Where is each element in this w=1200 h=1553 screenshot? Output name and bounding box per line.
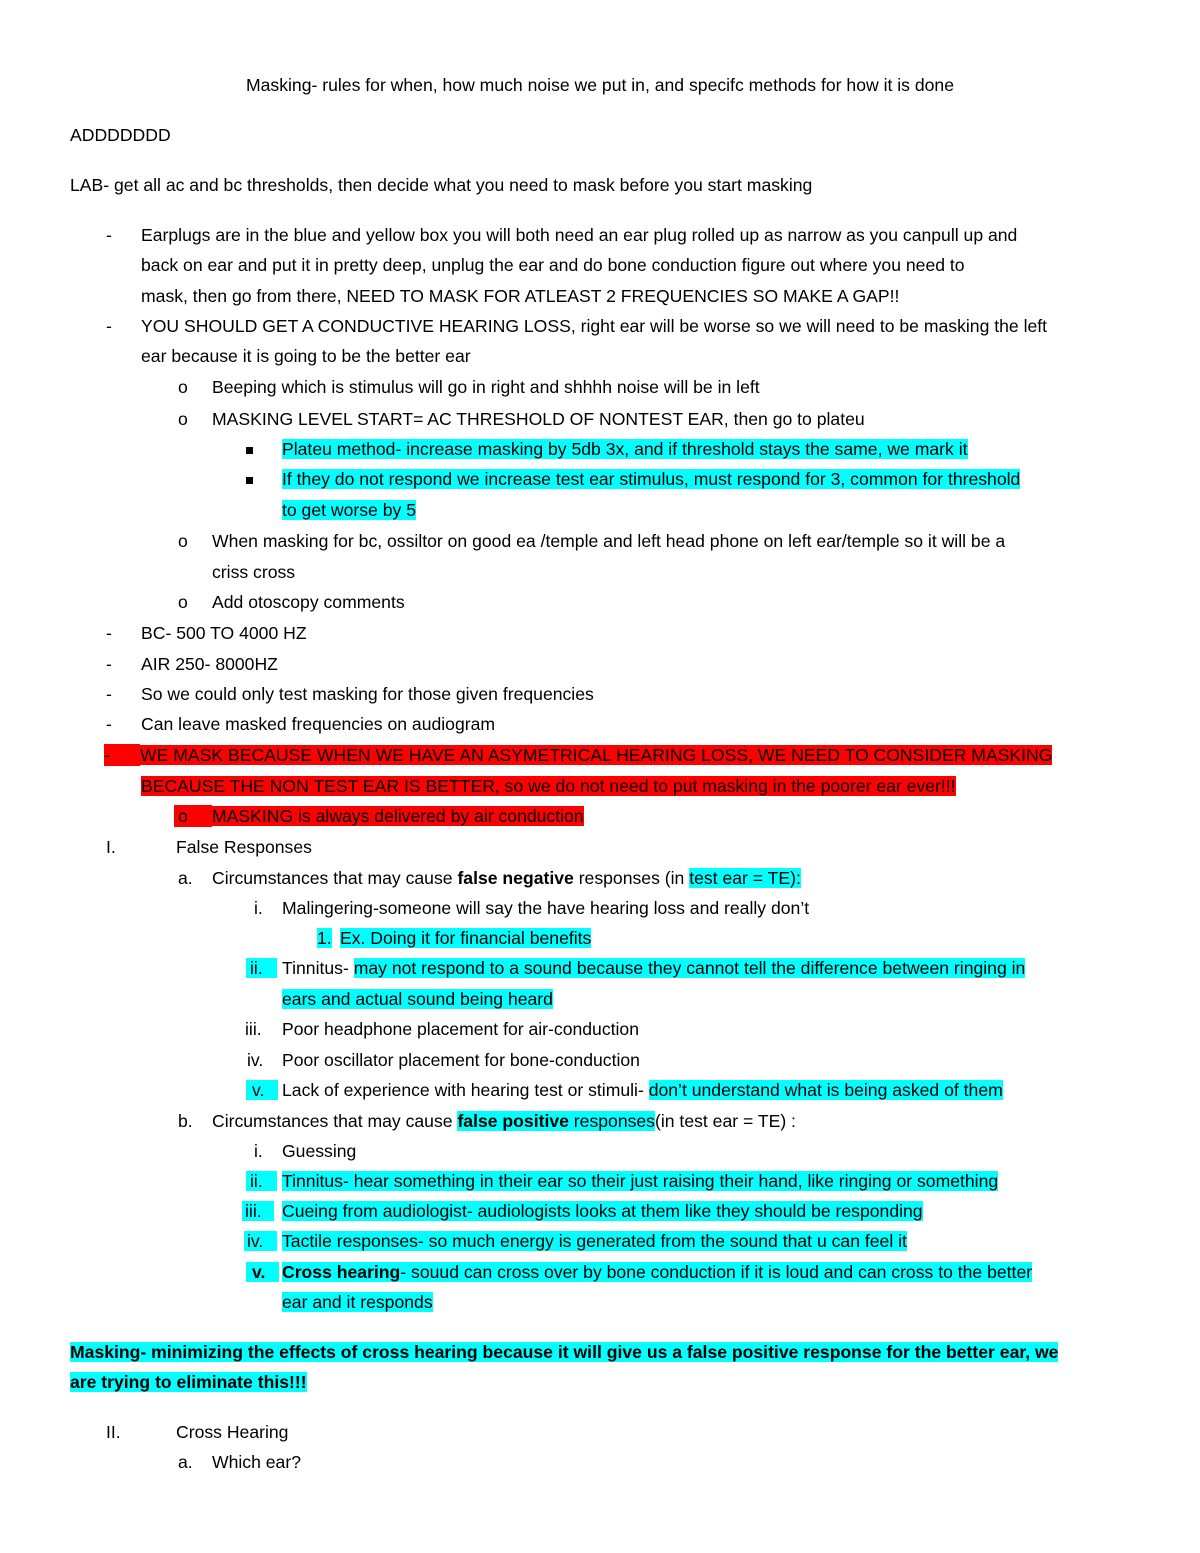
lack-highlight: don’t understand what is being asked of them <box>648 1080 1003 1100</box>
no-respond-text-2: to get worse by 5 <box>282 500 416 520</box>
roman-marker-v: v. <box>246 1079 278 1101</box>
dash-marker: - <box>106 316 112 336</box>
masking-definition-line-1 <box>70 1341 1058 1363</box>
circle-marker: o <box>174 805 212 827</box>
circle-marker: o <box>178 377 188 397</box>
headphone-line: Poor headphone placement for air-conduction <box>282 1019 639 1039</box>
dash-marker: - <box>106 225 112 245</box>
we-mask-text-1: WE MASK BECAUSE WHEN WE HAVE AN ASYMETRICAL HEARING LOSS, WE NEED TO CONSIDER MASKING <box>140 745 1053 765</box>
lab-line: LAB- get all ac and bc thresholds, then decide what you need to mask before you start masking <box>70 175 813 195</box>
tinnitus-line-2 <box>282 988 553 1010</box>
bc-range-line: BC- 500 TO 4000 HZ <box>141 623 307 643</box>
fn-pre: Circumstances that may cause <box>212 868 458 888</box>
circle-marker: o <box>178 592 188 612</box>
dash-marker: - <box>106 684 112 704</box>
dash-marker: - <box>106 623 112 643</box>
masking-definition-line-2 <box>70 1371 307 1393</box>
conductive-line-2: ear because it is going to be the better ear <box>141 346 471 366</box>
leave-masked-line: Can leave masked frequencies on audiogram <box>141 714 496 734</box>
air-conduction-line <box>212 805 584 827</box>
tactile-line <box>282 1230 907 1252</box>
dash-marker: - <box>106 654 112 674</box>
circle-marker: o <box>178 531 188 551</box>
roman-marker-i: i. <box>254 898 263 918</box>
fn-bold: false negative <box>457 868 574 888</box>
masking-def-text-1: Masking- minimizing the effects of cross hearing because it will give us a false positive response for the better ear, we <box>70 1342 1059 1362</box>
example-line <box>340 927 591 949</box>
square-bullet <box>246 438 253 460</box>
fp-highlight: responses <box>568 1111 655 1131</box>
section-2-heading: Cross Hearing <box>176 1422 289 1442</box>
air-conduction-text: MASKING is always delivered by air conduction <box>212 806 584 826</box>
false-positive-heading <box>212 1110 796 1132</box>
roman-marker-i: i. <box>254 1141 263 1161</box>
letter-marker-b: b. <box>178 1111 193 1131</box>
no-respond-line-1 <box>282 468 1020 490</box>
document-title: Masking- rules for when, how much noise we put in, and specifc methods for how it is done <box>245 75 954 95</box>
roman-marker-iii: iii. <box>245 1019 262 1039</box>
oscillator-line: Poor oscillator placement for bone-conduction <box>282 1050 640 1070</box>
tinnitus-text-2: ears and actual sound being heard <box>282 989 553 1009</box>
conductive-line-1: YOU SHOULD GET A CONDUCTIVE HEARING LOSS, right ear will be worse so we will need to be masking the left <box>141 316 1048 336</box>
section-1-heading: False Responses <box>176 837 312 857</box>
cross-rest: - souud can cross over by bone conduction if it is loud and can cross to the better <box>400 1262 1033 1282</box>
example-text: Ex. Doing it for financial benefits <box>340 928 592 948</box>
cueing-line <box>282 1200 923 1222</box>
tinnitus-positive-text: Tinnitus- hear something in their ear so their just raising their hand, like ringing or something <box>282 1171 999 1191</box>
letter-marker-a: a. <box>178 868 193 888</box>
dash-marker: - <box>106 714 112 734</box>
roman-marker-ii: ii. <box>246 1170 277 1192</box>
false-negative-heading <box>212 867 801 889</box>
tinnitus-positive-line <box>282 1170 998 1192</box>
plateu-text: Plateu method- increase masking by 5db 3x, and if threshold stays the same, we mark it <box>282 439 968 459</box>
cross-bold: Cross hearing <box>282 1262 401 1282</box>
beeping-line: Beeping which is stimulus will go in right and shhhh noise will be in left <box>212 377 760 397</box>
which-ear-line: Which ear? <box>212 1452 301 1472</box>
no-respond-line-2 <box>282 499 416 521</box>
tinnitus-pre: Tinnitus- <box>282 958 354 978</box>
air-range-line: AIR 250- 8000HZ <box>141 654 278 674</box>
cueing-text: Cueing from audiologist- audiologists looks at them like they should be responding <box>282 1201 923 1221</box>
earplugs-line-1: Earplugs are in the blue and yellow box you will both need an ear plug rolled up as narrow as you canpull up and <box>141 225 1018 245</box>
tinnitus-line-1 <box>282 957 1025 979</box>
we-mask-line-1 <box>140 744 1052 766</box>
fp-post: (in test ear = TE) : <box>654 1111 796 1131</box>
cross-hearing-line-2 <box>282 1291 433 1313</box>
masking-level-line: MASKING LEVEL START= AC THRESHOLD OF NONTEST EAR, then go to plateu <box>212 409 865 429</box>
fp-bold: false positive <box>457 1111 569 1131</box>
otoscopy-line: Add otoscopy comments <box>212 592 405 612</box>
add-line: ADDDDDDD <box>70 125 171 145</box>
tinnitus-highlight: may not respond to a sound because they cannot tell the difference between ringing in <box>353 958 1026 978</box>
masking-def-text-2: are trying to eliminate this!!! <box>70 1372 307 1392</box>
roman-marker-2: II. <box>106 1422 121 1442</box>
no-respond-text-1: If they do not respond we increase test ear stimulus, must respond for 3, common for threshold <box>282 469 1021 489</box>
bc-masking-line-2: criss cross <box>212 562 296 582</box>
lack-pre: Lack of experience with hearing test or stimuli- <box>282 1080 649 1100</box>
roman-marker-v: v. <box>246 1261 279 1283</box>
plateu-line <box>282 438 968 460</box>
roman-marker-iv: iv. <box>247 1050 264 1070</box>
roman-marker-1: I. <box>106 837 116 857</box>
guessing-line: Guessing <box>282 1141 357 1161</box>
number-marker-1: 1. <box>317 928 332 948</box>
fn-highlight: test ear = TE): <box>689 868 801 888</box>
roman-marker-iii: iii. <box>242 1200 274 1222</box>
square-bullet <box>246 468 253 490</box>
fn-mid: responses (in <box>573 868 690 888</box>
bc-masking-line-1: When masking for bc, ossiltor on good ea /temple and left head phone on left ear/temple so it will be a <box>212 531 1006 551</box>
tactile-text: Tactile responses- so much energy is generated from the sound that u can feel it <box>282 1231 907 1251</box>
we-mask-text-2: BECAUSE THE NON TEST EAR IS BETTER, so we do not need to put masking in the poorer ear ever!!! <box>141 776 956 796</box>
roman-marker-ii: ii. <box>246 957 277 979</box>
cross-text-2: ear and it responds <box>282 1292 433 1312</box>
cross-hearing-line-1 <box>282 1261 1032 1283</box>
we-mask-line-2 <box>141 775 956 797</box>
letter-marker-a: a. <box>178 1452 193 1472</box>
roman-marker-iv: iv. <box>244 1230 277 1252</box>
malingering-line: Malingering-someone will say the have hearing loss and really don’t <box>282 898 810 918</box>
dash-marker: - <box>104 744 140 766</box>
lack-line <box>282 1079 1003 1101</box>
fp-pre: Circumstances that may cause <box>212 1111 458 1131</box>
circle-marker: o <box>178 409 188 429</box>
only-test-line: So we could only test masking for those given frequencies <box>141 684 594 704</box>
earplugs-line-3: mask, then go from there, NEED TO MASK FOR ATLEAST 2 FREQUENCIES SO MAKE A GAP!! <box>141 286 900 306</box>
earplugs-line-2: back on ear and put it in pretty deep, unplug the ear and do bone conduction figure out where you need to <box>141 255 965 275</box>
